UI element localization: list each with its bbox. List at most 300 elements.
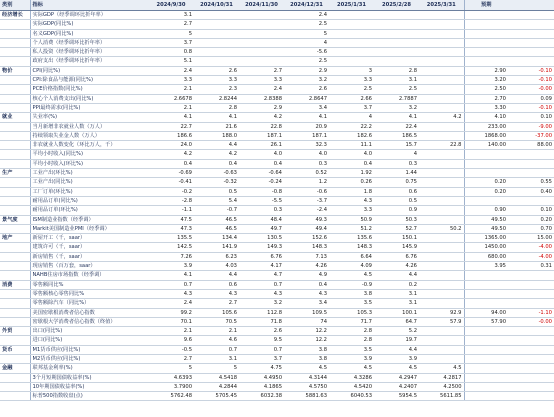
value-cell: 4.09 — [329, 262, 374, 271]
category-cell — [0, 196, 30, 205]
forecast-cell: 57.90 — [464, 317, 508, 326]
indicator-cell: CPI(同比%) — [30, 66, 148, 75]
value-cell: 3.9 — [374, 354, 419, 363]
table-row — [0, 103, 554, 112]
value-cell — [419, 262, 464, 271]
table-row — [0, 317, 554, 326]
table-row — [0, 159, 554, 168]
value-cell: 4.2 — [148, 150, 194, 159]
forecast-cell: 1450.00 — [464, 243, 508, 252]
header-cell: 2025/3/31 — [419, 0, 464, 11]
value-cell: 2.4 — [239, 85, 284, 94]
table-row — [0, 299, 554, 308]
value-cell — [419, 336, 464, 345]
value-cell: 19.7 — [374, 336, 419, 345]
value-cell: 46.5 — [194, 224, 239, 233]
forecast-cell — [464, 336, 508, 345]
value-cell: 3.3 — [329, 206, 374, 215]
value-cell: 4.4 — [194, 141, 239, 150]
indicator-cell: 非农就业人数变化（环比万人，千） — [30, 141, 148, 150]
change-cell: -0.10 — [508, 76, 554, 85]
value-cell: 3.1 — [374, 289, 419, 298]
category-cell — [0, 122, 30, 131]
category-cell: 生产 — [0, 169, 30, 178]
value-cell: 5881.63 — [284, 392, 329, 401]
value-cell: 4.3 — [239, 289, 284, 298]
value-cell: 74 — [284, 317, 329, 326]
value-cell — [419, 215, 464, 224]
table-row — [0, 354, 554, 363]
header-cell: 2025/2/28 — [374, 0, 419, 11]
value-cell: -0.63 — [194, 169, 239, 178]
header-cell: 2024/11/30 — [239, 0, 284, 11]
indicator-cell: 零售额除汽车（同比%） — [30, 299, 148, 308]
value-cell: -2.4 — [284, 206, 329, 215]
value-cell: 51.2 — [329, 224, 374, 233]
value-cell: 3.9 — [329, 354, 374, 363]
header-cell — [508, 0, 554, 11]
value-cell: 1.44 — [374, 169, 419, 178]
value-cell: 187.1 — [239, 131, 284, 140]
value-cell — [329, 38, 374, 47]
value-cell: 3.4 — [284, 103, 329, 112]
value-cell: 2.6678 — [148, 94, 194, 103]
value-cell: 0.5 — [194, 187, 239, 196]
forecast-cell — [464, 169, 508, 178]
forecast-cell: 2.50 — [464, 85, 508, 94]
table-row — [0, 280, 554, 289]
value-cell: -3.7 — [284, 196, 329, 205]
value-cell: 145.9 — [374, 243, 419, 252]
value-cell: 0.4 — [284, 280, 329, 289]
category-cell — [0, 392, 30, 401]
forecast-cell: 3.30 — [464, 103, 508, 112]
indicator-cell: 工业产出(同比%) — [30, 178, 148, 187]
category-cell — [0, 57, 30, 66]
category-cell — [0, 252, 30, 261]
value-cell: 5611.85 — [419, 392, 464, 401]
value-cell: -5.6 — [284, 48, 329, 57]
value-cell: -0.69 — [148, 169, 194, 178]
value-cell: 2.7887 — [374, 94, 419, 103]
value-cell: 4.2817 — [419, 373, 464, 382]
value-cell — [239, 38, 284, 47]
value-cell — [374, 20, 419, 29]
value-cell: 52.7 — [374, 224, 419, 233]
value-cell: 4.26 — [284, 262, 329, 271]
value-cell — [419, 57, 464, 66]
change-cell — [508, 327, 554, 336]
value-cell: 2.3 — [194, 85, 239, 94]
change-cell — [508, 392, 554, 401]
forecast-cell: 140.00 — [464, 141, 508, 150]
value-cell: 186.6 — [148, 131, 194, 140]
indicator-cell: 零售额核心零售同比% — [30, 289, 148, 298]
value-cell: 0.75 — [374, 178, 419, 187]
value-cell: 3.1 — [148, 11, 194, 20]
value-cell: 2.8244 — [194, 94, 239, 103]
value-cell — [419, 48, 464, 57]
value-cell — [239, 48, 284, 57]
value-cell: 24.0 — [148, 141, 194, 150]
value-cell: 4.2 — [239, 113, 284, 122]
value-cell: 0.6 — [374, 187, 419, 196]
value-cell: 22.8 — [419, 141, 464, 150]
value-cell: 4.3 — [148, 289, 194, 298]
header-cell: 2024/9/30 — [148, 0, 194, 11]
category-cell — [0, 289, 30, 298]
change-cell — [508, 345, 554, 354]
indicator-cell: 标普500指数收盘(点) — [30, 392, 148, 401]
table-row — [0, 169, 554, 178]
change-cell — [508, 159, 554, 168]
table-row — [0, 327, 554, 336]
forecast-cell — [464, 289, 508, 298]
change-cell: 0.40 — [508, 187, 554, 196]
value-cell: 4.3144 — [284, 373, 329, 382]
value-cell: 4.2 — [194, 150, 239, 159]
value-cell: -0.2 — [148, 187, 194, 196]
value-cell: 142.5 — [148, 243, 194, 252]
value-cell: 3.7 — [148, 38, 194, 47]
change-cell: -37.00 — [508, 131, 554, 140]
change-cell: 88.00 — [508, 141, 554, 150]
value-cell: -0.32 — [194, 178, 239, 187]
forecast-cell — [464, 373, 508, 382]
category-cell — [0, 159, 30, 168]
indicator-cell: 出口(同比%) — [30, 327, 148, 336]
value-cell — [329, 11, 374, 20]
value-cell: 2.8 — [329, 327, 374, 336]
category-cell — [0, 48, 30, 57]
value-cell: 2.8647 — [284, 94, 329, 103]
value-cell: 7.13 — [284, 252, 329, 261]
value-cell: 4.3 — [284, 289, 329, 298]
value-cell: 6.23 — [194, 252, 239, 261]
value-cell — [374, 38, 419, 47]
value-cell: 105.6 — [194, 308, 239, 317]
value-cell: 2.7 — [194, 299, 239, 308]
value-cell: 3.2 — [239, 299, 284, 308]
value-cell — [419, 150, 464, 159]
value-cell: 0.4 — [148, 159, 194, 168]
value-cell — [329, 48, 374, 57]
table-row — [0, 206, 554, 215]
value-cell: 0.5 — [374, 196, 419, 205]
value-cell — [419, 271, 464, 280]
value-cell: 2.5 — [284, 57, 329, 66]
value-cell — [419, 299, 464, 308]
change-cell — [508, 150, 554, 159]
value-cell: 71.8 — [239, 317, 284, 326]
forecast-cell: 2.70 — [464, 94, 508, 103]
value-cell — [374, 57, 419, 66]
value-cell: 4.1 — [194, 113, 239, 122]
value-cell — [194, 57, 239, 66]
value-cell: 2.9 — [239, 103, 284, 112]
value-cell: 4.1 — [148, 271, 194, 280]
value-cell: 2.5 — [284, 20, 329, 29]
indicator-cell: 私人投资（经季调环比折年率） — [30, 48, 148, 57]
table-row — [0, 234, 554, 243]
value-cell: 4 — [284, 38, 329, 47]
value-cell: 5762.48 — [148, 392, 194, 401]
category-cell — [0, 354, 30, 363]
forecast-cell: 49.50 — [464, 215, 508, 224]
value-cell: 0.3 — [374, 159, 419, 168]
value-cell: 2.4 — [148, 66, 194, 75]
value-cell: 5705.45 — [194, 392, 239, 401]
value-cell: 22.4 — [374, 122, 419, 131]
indicator-cell: 名义GDP(同比%) — [30, 29, 148, 38]
category-cell — [0, 206, 30, 215]
value-cell — [329, 20, 374, 29]
value-cell: 71.7 — [329, 317, 374, 326]
forecast-cell: 0.20 — [464, 187, 508, 196]
value-cell: 6032.38 — [239, 392, 284, 401]
value-cell: 4.4 — [374, 345, 419, 354]
category-cell — [0, 271, 30, 280]
table-row — [0, 48, 554, 57]
value-cell: 0.4 — [239, 159, 284, 168]
value-cell: 50.3 — [374, 215, 419, 224]
value-cell: 47.3 — [148, 224, 194, 233]
value-cell: 4.0 — [239, 150, 284, 159]
value-cell: 2.8 — [329, 336, 374, 345]
forecast-cell: 3.95 — [464, 262, 508, 271]
value-cell: 50.9 — [329, 215, 374, 224]
value-cell: 4 — [374, 150, 419, 159]
table-row — [0, 187, 554, 196]
value-cell — [239, 20, 284, 29]
value-cell — [419, 76, 464, 85]
value-cell: 0.7 — [194, 345, 239, 354]
value-cell: -5.5 — [239, 196, 284, 205]
value-cell: 3.3 — [148, 76, 194, 85]
indicator-cell: 建筑许可（千，saar） — [30, 243, 148, 252]
value-cell: 64.7 — [374, 317, 419, 326]
value-cell: -0.7 — [194, 206, 239, 215]
value-cell: 2.5 — [329, 85, 374, 94]
value-cell: 5 — [284, 29, 329, 38]
forecast-cell: 1365.00 — [464, 234, 508, 243]
value-cell: 0.4 — [194, 159, 239, 168]
value-cell: 3.8 — [329, 289, 374, 298]
forecast-cell — [464, 392, 508, 401]
change-cell: 0.55 — [508, 178, 554, 187]
value-cell: 4.26 — [374, 262, 419, 271]
value-cell: 148.3 — [284, 243, 329, 252]
forecast-cell — [464, 38, 508, 47]
table-row — [0, 382, 554, 391]
change-cell: -0.00 — [508, 317, 554, 326]
value-cell: 3.1 — [194, 354, 239, 363]
table-row — [0, 113, 554, 122]
value-cell: -0.8 — [239, 187, 284, 196]
value-cell: 49.4 — [284, 224, 329, 233]
value-cell: 4.0 — [329, 150, 374, 159]
value-cell: 3.1 — [374, 299, 419, 308]
value-cell: 4.1 — [374, 113, 419, 122]
value-cell — [419, 252, 464, 261]
value-cell: 2.1 — [194, 327, 239, 336]
value-cell: 182.6 — [329, 131, 374, 140]
change-cell: -0.00 — [508, 85, 554, 94]
forecast-cell: 1868.00 — [464, 131, 508, 140]
value-cell: 0.6 — [194, 280, 239, 289]
value-cell — [239, 57, 284, 66]
change-cell — [508, 289, 554, 298]
indicator-cell: 密歇根大学消费者信心指数（终值） — [30, 317, 148, 326]
value-cell: 4.5420 — [329, 382, 374, 391]
indicator-cell: 新房销售（千，saar） — [30, 252, 148, 261]
value-cell — [419, 345, 464, 354]
change-cell: -9.00 — [508, 122, 554, 131]
value-cell — [419, 178, 464, 187]
change-cell — [508, 364, 554, 373]
category-cell: 消费 — [0, 280, 30, 289]
value-cell — [419, 29, 464, 38]
header-row — [0, 0, 554, 11]
forecast-cell — [464, 271, 508, 280]
indicator-cell: 核心个人消费支出(同比%) — [30, 94, 148, 103]
table-row — [0, 11, 554, 20]
table-row — [0, 178, 554, 187]
category-cell — [0, 76, 30, 85]
value-cell: 2.8 — [194, 103, 239, 112]
value-cell: 187.1 — [284, 131, 329, 140]
table-row — [0, 38, 554, 47]
value-cell — [419, 206, 464, 215]
value-cell — [419, 159, 464, 168]
forecast-cell — [464, 57, 508, 66]
value-cell: 150.1 — [374, 234, 419, 243]
category-cell: 金融 — [0, 364, 30, 373]
header-cell: 类别 — [0, 0, 30, 11]
value-cell — [419, 354, 464, 363]
table-row — [0, 196, 554, 205]
header-cell: 预期 — [464, 0, 508, 11]
change-cell — [508, 196, 554, 205]
value-cell: 2.1 — [148, 327, 194, 336]
value-cell — [419, 94, 464, 103]
value-cell: 5 — [148, 364, 194, 373]
value-cell: 5 — [148, 29, 194, 38]
table-row — [0, 308, 554, 317]
value-cell: 109.5 — [284, 308, 329, 317]
value-cell — [419, 85, 464, 94]
value-cell: 9.6 — [148, 336, 194, 345]
value-cell: 49.7 — [239, 224, 284, 233]
value-cell: 4.7 — [239, 271, 284, 280]
value-cell: 135.6 — [329, 234, 374, 243]
value-cell — [194, 48, 239, 57]
value-cell: 6.76 — [374, 252, 419, 261]
value-cell: 4.4950 — [239, 373, 284, 382]
table-row — [0, 66, 554, 75]
value-cell: -0.41 — [148, 178, 194, 187]
value-cell: 2.7 — [239, 66, 284, 75]
forecast-cell — [464, 280, 508, 289]
value-cell: 4.75 — [239, 364, 284, 373]
value-cell: 0.9 — [374, 206, 419, 215]
value-cell: 0.7 — [239, 345, 284, 354]
value-cell: 50.2 — [419, 224, 464, 233]
value-cell: 3.5 — [329, 299, 374, 308]
value-cell: 2.66 — [329, 94, 374, 103]
category-cell — [0, 262, 30, 271]
value-cell: 4.3286 — [329, 373, 374, 382]
header-cell: 2024/10/31 — [194, 0, 239, 11]
table-row — [0, 224, 554, 233]
value-cell: 0.3 — [284, 159, 329, 168]
value-cell — [419, 196, 464, 205]
value-cell: 57.9 — [419, 317, 464, 326]
change-cell — [508, 11, 554, 20]
forecast-cell — [464, 20, 508, 29]
header-cell: 2024/12/31 — [284, 0, 329, 11]
table-row — [0, 336, 554, 345]
change-cell: -1.10 — [508, 308, 554, 317]
forecast-cell — [464, 327, 508, 336]
value-cell: 1.2 — [284, 178, 329, 187]
indicator-cell: CPI:除食品与能源(同比%) — [30, 76, 148, 85]
value-cell: 4.5 — [284, 364, 329, 373]
change-cell — [508, 382, 554, 391]
forecast-cell — [464, 345, 508, 354]
indicator-cell: 工业产出(环比%) — [30, 169, 148, 178]
indicator-cell: 实际GDP（经季调环比折年率） — [30, 11, 148, 20]
value-cell: 4.03 — [194, 262, 239, 271]
change-cell: 0.20 — [508, 215, 554, 224]
value-cell — [419, 280, 464, 289]
value-cell: 5954.5 — [374, 392, 419, 401]
category-cell — [0, 299, 30, 308]
value-cell: 4 — [329, 113, 374, 122]
value-cell: 15.7 — [374, 141, 419, 150]
value-cell: 22.2 — [329, 122, 374, 131]
value-cell — [419, 289, 464, 298]
value-cell: 4.2 — [419, 113, 464, 122]
table-row — [0, 345, 554, 354]
value-cell: 0.4 — [329, 159, 374, 168]
value-cell: 46.5 — [194, 215, 239, 224]
table-row — [0, 364, 554, 373]
table-row — [0, 215, 554, 224]
forecast-cell: 94.00 — [464, 308, 508, 317]
change-cell: 15.00 — [508, 234, 554, 243]
change-cell: 0.09 — [508, 94, 554, 103]
change-cell — [508, 299, 554, 308]
value-cell: 2.6 — [194, 66, 239, 75]
value-cell: -1.1 — [148, 206, 194, 215]
value-cell — [419, 234, 464, 243]
value-cell: 99.2 — [148, 308, 194, 317]
category-cell — [0, 308, 30, 317]
change-cell: 0.70 — [508, 224, 554, 233]
table-row — [0, 94, 554, 103]
change-cell — [508, 38, 554, 47]
value-cell — [419, 327, 464, 336]
value-cell — [329, 29, 374, 38]
value-cell — [419, 169, 464, 178]
value-cell — [239, 11, 284, 20]
value-cell: 2.6 — [284, 85, 329, 94]
value-cell: 3.7900 — [148, 382, 194, 391]
value-cell: 5.2 — [374, 327, 419, 336]
value-cell: -2.8 — [148, 196, 194, 205]
table-row — [0, 76, 554, 85]
